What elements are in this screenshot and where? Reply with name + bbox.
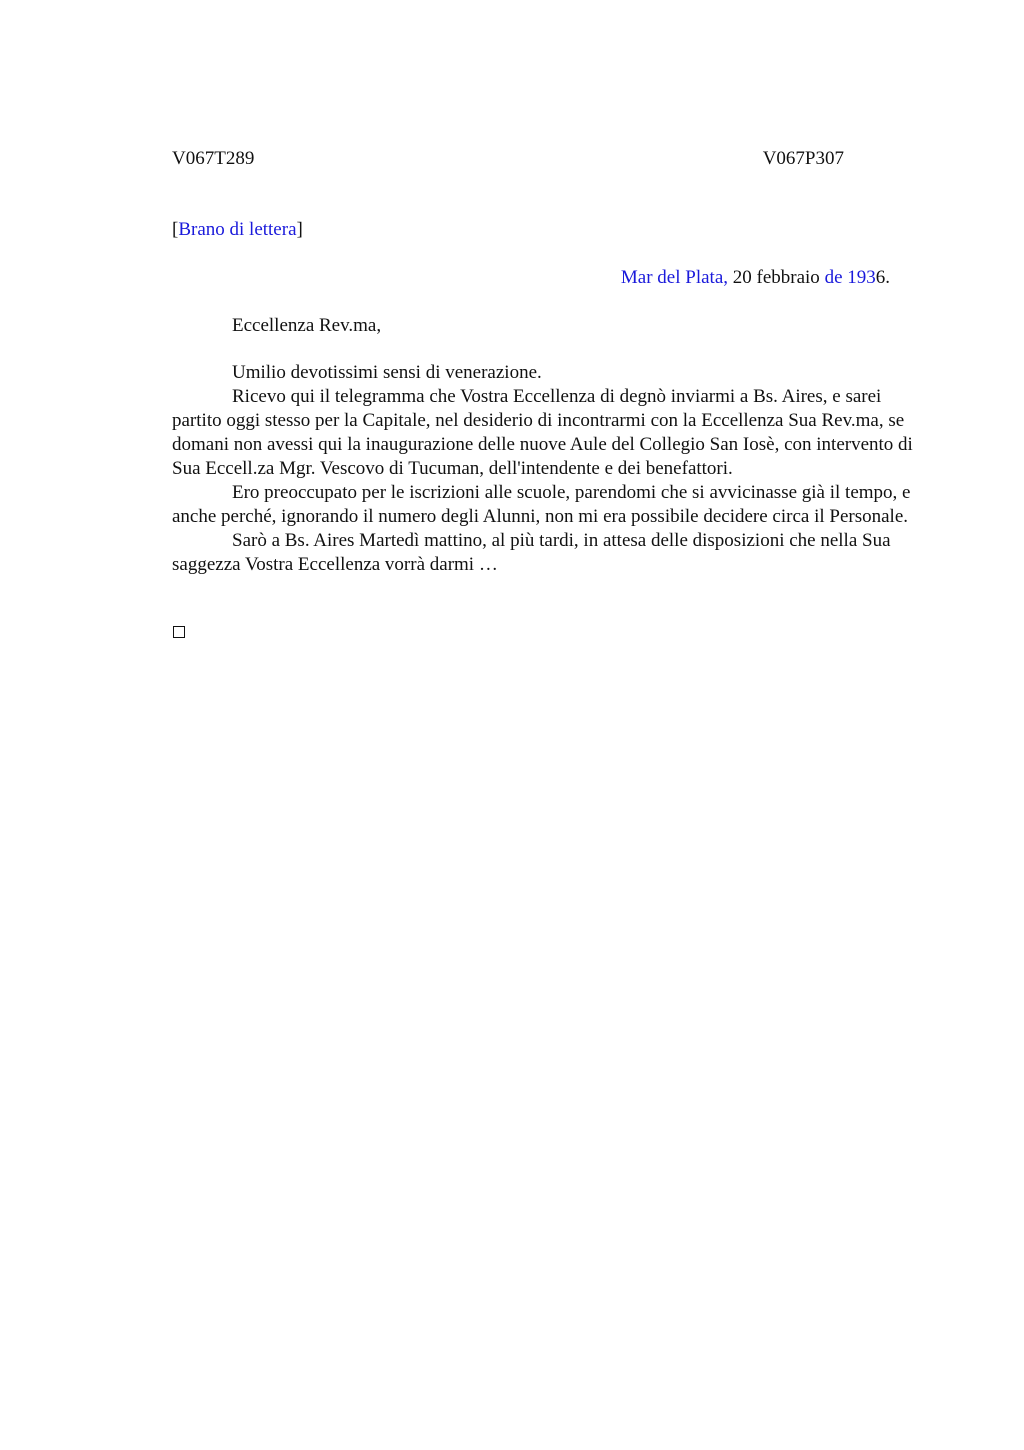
dateline-year-black: 6. [875, 267, 890, 288]
letter-paragraph: Umilio devotissimi sensi di venerazione. [232, 362, 542, 383]
square-outline-icon [173, 626, 185, 638]
document-code-right: V067P307 [762, 148, 844, 169]
letter-body [172, 361, 918, 577]
heading-label: Brano di lettera [178, 219, 297, 240]
document-code-left: V067T289 [172, 148, 255, 169]
heading-open-bracket: [ [172, 219, 179, 240]
dateline-year-blue: 193 [842, 267, 876, 288]
letter-paragraph: Ero preoccupato per le iscrizioni alle scuole, parendomi che si avvicinasse già il tempo, e anche perché, ignorando il numero degli Alunni, non mi era possibile decidere circa il Personale. [172, 482, 911, 527]
header-codes [172, 146, 844, 172]
dateline [621, 265, 890, 291]
dateline-de: de [824, 267, 843, 288]
heading-close-bracket: ] [296, 219, 303, 240]
dateline-place: Mar del Plata, [620, 267, 728, 288]
dateline-day-month: 20 febbraio [728, 267, 825, 288]
letter-paragraph: Ricevo qui il telegramma che Vostra Eccellenza di degnò inviarmi a Bs. Aires, e sarei partito oggi stesso per la Capitale, nel desiderio di incontrarmi con la Eccellenza Sua Rev.ma, se domani non avessi qui la inaugurazione delle nuove Aule del Collegio San Iosè, con intervento di Sua Eccell.za Mgr. Vescovo di Tucuman, dell'intendente e dei benefattori. [172, 386, 913, 479]
salutation: Eccellenza Rev.ma, [232, 315, 382, 336]
letter-paragraph: Sarò a Bs. Aires Martedì mattino, al più tardi, in attesa delle disposizioni che nella Sua saggezza Vostra Eccellenza vorrà darmi … [172, 530, 891, 575]
document-heading [172, 217, 303, 243]
